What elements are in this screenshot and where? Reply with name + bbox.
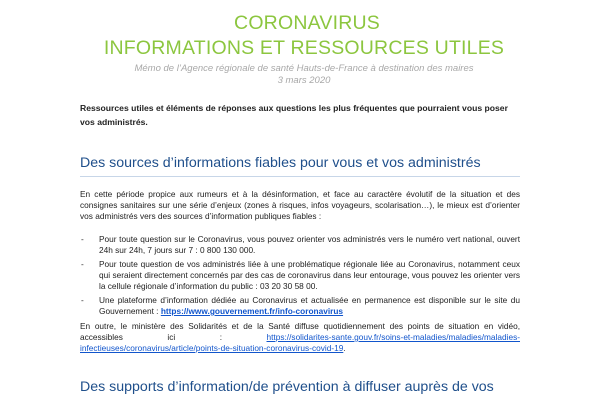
solidarites-sante-link[interactable]: https://solidarites-sante.gouv.fr/soins-et-maladies/maladies/maladies-infectieuses/coronavirus/article/points-de-situation-coronavirus-covid-19 bbox=[80, 332, 520, 353]
paragraph2-text: En outre, le ministère des Solidarités et de la Santé diffuse quotidiennement des points de situation en vidéo, accessibles ici : bbox=[80, 321, 520, 342]
list-item bbox=[80, 259, 520, 292]
section1-paragraph1: En cette période propice aux rumeurs et à la désinformation, et face au caractère évolutif de la situation et des consignes sanitaires sur une série d’enjeux (zones à risques, infos voyageurs, scolarisation…), le mieux est d’orienter vos administrés vers des sources d’information publiques fiables : bbox=[80, 189, 520, 221]
document-title-line1: CORONAVIRUS bbox=[234, 12, 380, 34]
bullet-dash: - bbox=[81, 295, 84, 305]
list-item bbox=[80, 234, 520, 256]
section1-bullet-list bbox=[80, 234, 520, 320]
bullet-dash: - bbox=[81, 234, 84, 244]
memo-subtitle: Mémo de l’Agence régionale de santé Hauts-de-France à destination des maires bbox=[134, 63, 474, 74]
section2-heading: Des supports d’information/de prévention à diffuser auprès de vos bbox=[80, 379, 494, 395]
bullet-text: Une plateforme d’information dédiée au Coronavirus et actualisée en permanence est disponible sur le site du Gouvernement : bbox=[99, 295, 520, 316]
intro-text: Ressources utiles et éléments de réponses aux questions les plus fréquentes que pourraient vous poser vos administrés. bbox=[80, 103, 508, 127]
list-item bbox=[80, 295, 520, 317]
paragraph2-end: . bbox=[343, 343, 346, 353]
bullet-dash: - bbox=[81, 259, 84, 269]
section1-heading: Des sources d’informations fiables pour vous et vos administrés bbox=[80, 155, 481, 171]
section1-divider bbox=[80, 176, 520, 177]
document-title-line2: INFORMATIONS ET RESSOURCES UTILES bbox=[103, 37, 505, 59]
section1-paragraph2 bbox=[80, 321, 520, 354]
bullet-text: Pour toute question de vos administrés liée à une problématique régionale liée au Coronavirus, notamment ceux qui seraient directement concernés par des cas de coronavirus dans leur entourage, vous pouvez les orienter vers la cellule régionale d’information du public : 03 20 30 58 00. bbox=[99, 259, 520, 291]
gouvernement-link[interactable]: https://www.gouvernement.fr/info-coronavirus bbox=[160, 306, 344, 316]
document-date: 3 mars 2020 bbox=[277, 75, 331, 86]
bullet-text: Pour toute question sur le Coronavirus, vous pouvez orienter vos administrés vers le numéro vert national, ouvert 24h sur 24h, 7 jours sur 7 : 0 800 130 000. bbox=[99, 234, 520, 255]
